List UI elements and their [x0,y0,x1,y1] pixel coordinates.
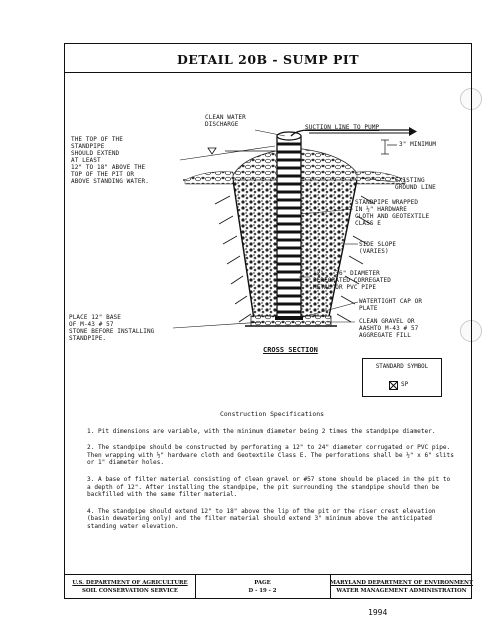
specs-heading: Construction Specifications [220,410,324,418]
construction-specifications [87,411,457,540]
spec-item-1: 1. Pit dimensions are variable, with the minimum diameter being 2 times the standpipe diameter. [87,427,436,435]
cross-section-label: CROSS SECTION [263,346,318,354]
footer-usda-line2: SOIL CONSERVATION SERVICE [81,587,179,594]
label-base-stone: PLACE 12" BASE OF M-43 # 57 STONE BEFORE INSTALLING STANDPIPE. [69,314,155,342]
label-clean-water: CLEAN WATER DISCHARGE [205,114,246,128]
label-existing-ground: EXISTING GROUND LINE [395,177,436,191]
label-minimum: 3" MINIMUM [399,141,437,148]
label-top-of-standpipe: THE TOP OF THE STANDPIPE SHOULD EXTEND AT LEAST 12" TO 18" ABOVE THE TOP OF THE PIT OR ABOVE STANDING WATER. [71,136,149,185]
spec-item-3: 3. A base of filter material consisting of clean gravel or #57 stone should be placed in the pit to a depth of 12". After installing the standpipe, the pit surrounding the standpipe should then be backfilled with the same filter material. [87,475,451,499]
spec-item-2: 2. The standpipe should be constructed by perforating a 12" to 24" diameter corrugated or PVC pipe. Then wrapping with ½" hardware cloth and Geotextile Class E. The perforations shall be ½" x 6" slits or 1" diameter holes. [87,444,454,467]
x-box-icon [389,381,398,390]
page-title: DETAIL 20B - SUMP PIT [176,52,360,67]
footer [65,574,471,598]
standard-symbol-code: SP [401,381,409,388]
footer-page-label: PAGE [254,579,271,586]
label-clean-gravel: CLEAN GRAVEL OR AASHTO M-43 # 57 AGGREGATE FILL [359,318,419,339]
label-side-slope: SIDE SLOPE (VARIES) [359,241,397,255]
footer-page [195,575,330,598]
footer-mde [330,575,473,598]
standard-symbol-title: STANDARD SYMBOL [375,364,429,370]
footer-usda-line1: U.S. DEPARTMENT OF AGRICULTURE [72,579,188,586]
footer-mde-line2: WATER MANAGEMENT ADMINISTRATION [336,587,467,594]
standpipe [275,132,303,320]
label-diameter-pipe: 12" - 36" DIAMETER PERFORATED CORREGATED METAL OR PVC PIPE [313,270,391,291]
footer-mde-line1: MARYLAND DEPARTMENT OF ENVIRONMENT [330,579,473,586]
spec-item-4: 4. The standpipe should extend 12" to 18" above the lip of the pit or the riser crest elevation (basin dewatering only) and the filter material should extend 3" minimum above the anticipated standing water elevation. [87,507,436,530]
label-suction-line: SUCTION LINE TO PUMP [305,124,380,131]
standard-symbol-box [362,358,442,397]
label-watertight-cap: WATERTIGHT CAP OR PLATE [359,298,423,312]
year-stamp: 1994 [368,608,388,617]
detail-sheet [64,43,472,599]
label-standpipe-wrapped: STANDPIPE WRAPPED IN ½" HARDWARE CLOTH AND GEOTEXTILE CLASS E [355,199,430,227]
footer-page-number: D - 19 - 2 [248,587,277,594]
footer-usda [65,575,195,598]
